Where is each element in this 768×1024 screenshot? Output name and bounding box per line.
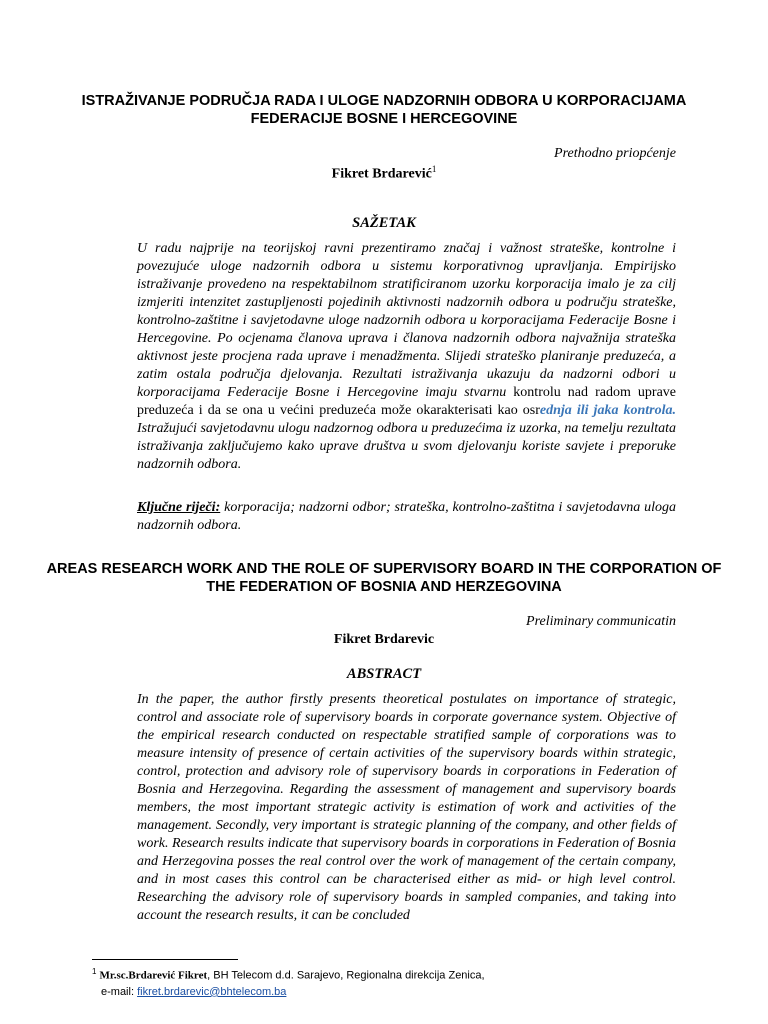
author-english: Fikret Brdarevic [333, 632, 435, 647]
paper-type-bosnian: Prethodno priopćenje [554, 146, 676, 161]
paper-type-english: Preliminary communicatin [526, 614, 676, 629]
title-bosnian: ISTRAŽIVANJE PODRUČJA RADA I ULOGE NADZORNIH ODBORA U KORPORACIJAMA FEDERACIJE BOSNE I HERCEGOVINE [81, 93, 687, 127]
abstract-bosnian-part1: U radu najprije na teorijskoj ravni prezentiramo značaj i važnost strateške, kontrolne i povezujuće uloge nadzornih odbora u sistemu korporativnog upravljanja. Empirijsko istraživanje provedeno na respektabilnom stratificiranom uzorku korporacija imalo je za cilj izmjeriti intenzitet zastupljenosti pojedinih aktivnosti nadzornih odbora u području strateške, kontrolno-zaštitne i savjetodavne uloge nadzornih odbora u korporacijama Federacije Bosne i Hercegovine. Po ocjenama članova uprava i članova nadzornih odbora najvažnija strateška aktivnost jeste procjena rada uprave i menadžmenta. Slijedi strateško planiranje preduzeća, a zatim ostala područja djelovanja. Rezultati istraživanja ukazuju da nadzorni odbori u korporacijama Federacije Bosne i Hercegovine imaju stvarnu [137, 241, 676, 400]
email-label: e-mail: [101, 985, 138, 998]
footnote-divider [92, 959, 238, 960]
email-link[interactable]: fikret.brdarevic@bhtelecom.ba [137, 985, 287, 998]
heading-abstract: ABSTRACT [346, 666, 422, 682]
abstract-bosnian-part4: Istražujući savjetodavnu ulogu nadzornog odbora u preduzećima iz uzorka, na temelju rezultata istraživanja zaključujemo kako uprave društva u svom djelovanju koriste savjete i preporuke nadzornih odbora. [137, 421, 676, 472]
abstract-english: In the paper, the author firstly presents theoretical postulates on importance of strategic, control and associate role of supervisory boards in corporate governance system. Objective of the empirical research conducted on respectable stratified sample of corporations was to measure intensity of presence of certain activities of the supervisory boards within strategic, control, protection and advisory role of supervisory boards in corporations in Federation of Bosnia and Herzegovina. Regarding the assessment of management and supervisory boards members, the most important strategic activity is estimation of work and activities of the management. Secondly, very important is strategic planning of the company, and other fields of work. Research results indicate that supervisory boards in corporations in Federation of Bosnia and Herzegovina posses the real control over the work of management of the certain company, and in most cases this control can be characterised either as mid- or high level control. Researching the advisory role of supervisory boards in sampled companies, and taking into account the research results, it can be concluded [137, 692, 676, 923]
footnote [92, 964, 692, 1000]
author-bosnian [0, 164, 768, 183]
footnote-reference: 1 [431, 164, 437, 174]
footnote-author: Mr.sc.Brdarević Fikret [99, 969, 208, 982]
title-english: AREAS RESEARCH WORK AND THE ROLE OF SUPERVISORY BOARD IN THE CORPORATION OF THE FEDERATION OF BOSNIA AND HERZEGOVINA [46, 561, 722, 595]
footnote-mark: 1 [92, 967, 97, 976]
heading-sazetak: SAŽETAK [352, 215, 416, 231]
keywords-bosnian [137, 499, 676, 535]
keywords-text: korporacija; nadzorni odbor; strateška, kontrolno-zaštitna i savjetodavna uloga nadzornih odbora. [137, 500, 676, 533]
footnote-line-2 [92, 984, 692, 1000]
abstract-bosnian [137, 240, 676, 474]
footnote-affiliation: , BH Telecom d.d. Sarajevo, Regionalna direkcija Zenica, [207, 969, 485, 982]
highlighted-phrase: ednja ili jaka kontrola. [539, 403, 677, 418]
footnote-line-1 [92, 964, 692, 984]
keywords-label: Ključne riječi: [137, 500, 221, 515]
abstract-bosnian-part2: kontrolu nad radom uprave preduzeća i da se ona u većini preduzeća može okarakterisati kao osr [137, 385, 677, 418]
author-name: Fikret Brdarević [331, 166, 432, 182]
